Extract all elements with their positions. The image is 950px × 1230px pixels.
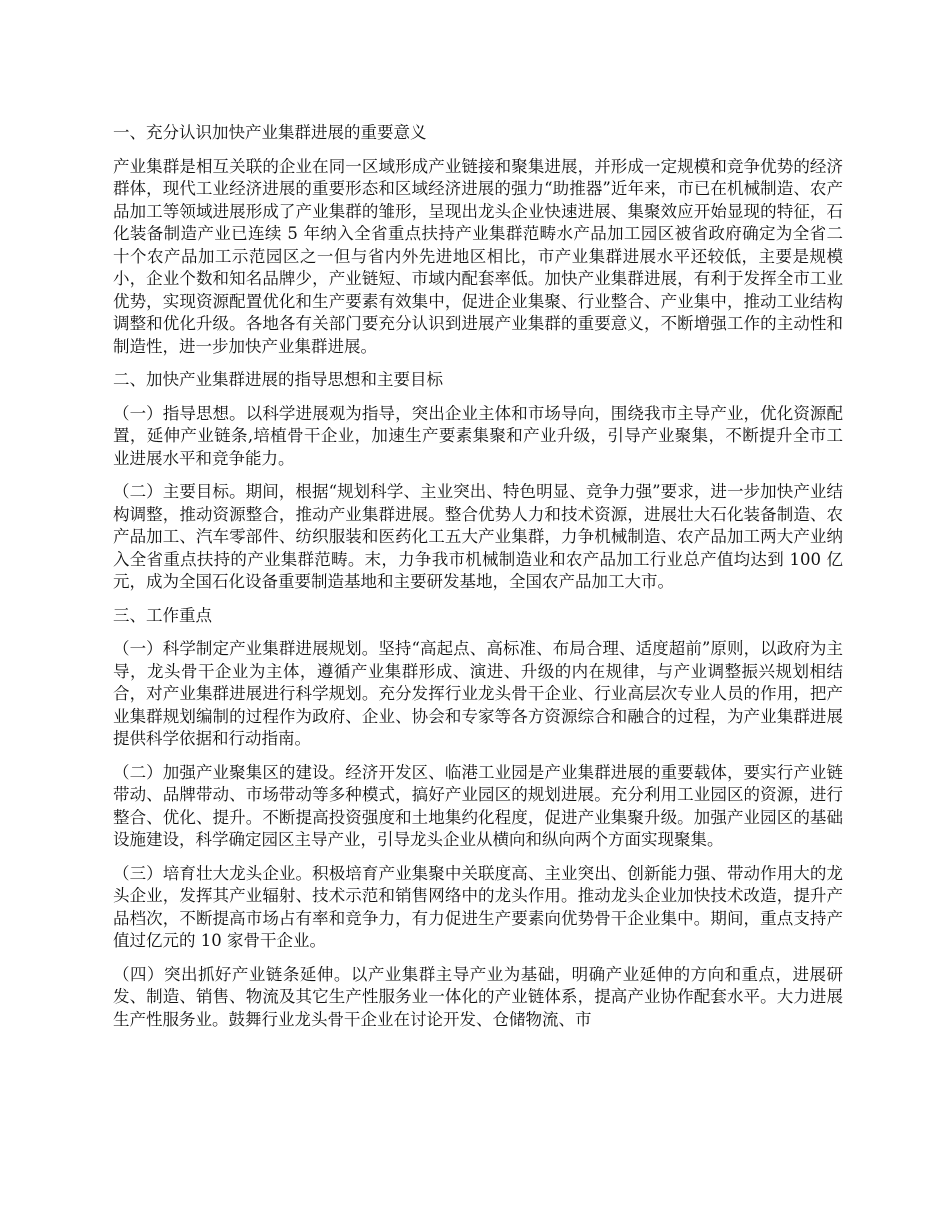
- paragraph-main-goals: （二）主要目标。期间，根据“规划科学、主业突出、特色明显、竞争力强”要求，进一步加快产业结构调整，推动资源整合，推动产业集群进展。整合优势人力和技术资源，进展壮大石化装备制造、农产品加工、汽车零部件、纺织服装和医药化工五大产业集群，力争机械制造、农产品加工两大产业纳入全省重点扶持的产业集群范畴。末，力争我市机械制造业和农产品加工行业总产值均达到 100 亿元，成为全国石化设备重要制造基地和主要研发基地，全国农产品加工大市。: [113, 482, 843, 591]
- paragraph-leading-enterprises: （三）培育壮大龙头企业。积极培育产业集聚中关联度高、主业突出、创新能力强、带动作用大的龙头企业，发挥其产业辐射、技术示范和销售网络中的龙头作用。推动龙头企业加快技术改造，提升产品档次，不断提高市场占有率和竞争力，有力促进生产要素向优势骨干企业集中。期间，重点支持产值过亿元的 10 家骨干企业。: [113, 863, 843, 950]
- paragraph-planning: （一）科学制定产业集群进展规划。坚持“高起点、高标准、布局合理、适度超前”原则，以政府为主导，龙头骨干企业为主体，遵循产业集群形成、演进、升级的内在规律，与产业调整振兴规划相结合，对产业集群进展进行科学规划。充分发挥行业龙头骨干企业、行业高层次专业人员的作用，把产业集群规划编制的过程作为政府、企业、协会和专家等各方资源综合和融合的过程，为产业集群进展提供科学依据和行动指南。: [113, 639, 843, 748]
- paragraph-cluster-zones: （二）加强产业聚集区的建设。经济开发区、临港工业园是产业集群进展的重要载体，要实行产业链带动、品牌带动、市场带动等多种模式，搞好产业园区的规划进展。充分利用工业园区的资源，进行整合、优化、提升。不断提高投资强度和土地集约化程度，促进产业集聚升级。加强产业园区的基础设施建设，科学确定园区主导产业，引导龙头企业从横向和纵向两个方面实现聚集。: [113, 762, 843, 849]
- paragraph-guiding-ideology: （一）指导思想。以科学进展观为指导，突出企业主体和市场导向，围绕我市主导产业，优化资源配置，延伸产业链条,培植骨干企业，加速生产要素集聚和产业升级，引导产业聚集，不断提升全市工业进展水平和竞争能力。: [113, 403, 843, 468]
- section-heading-1: 一、充分认识加快产业集群进展的重要意义: [113, 123, 427, 142]
- document-page: [113, 122, 843, 1042]
- paragraph-industry-chain: （四）突出抓好产业链条延伸。以产业集群主导产业为基础，明确产业延伸的方向和重点，进展研发、制造、销售、物流及其它生产性服务业一体化的产业链体系，提高产业协作配套水平。大力进展生产性服务业。鼓舞行业龙头骨干企业在讨论开发、仓储物流、市: [113, 964, 843, 1029]
- section-heading-3: 三、工作重点: [113, 605, 212, 625]
- paragraph-significance: 产业集群是相互关联的企业在同一区域形成产业链接和聚集进展，并形成一定规模和竞争优势的经济群体，现代工业经济进展的重要形态和区域经济进展的强力“助推器”近年来，市已在机械制造、农产品加工等领域进展形成了产业集群的雏形，呈现出龙头企业快速进展、集聚效应开始显现的特征，石化装备制造产业已连续 5 年纳入全省重点扶持产业集群范畴水产品加工园区被省政府确定为全省二十个农产品加工示范园区之一但与省内外先进地区相比，市产业集群进展水平还较低，主要是规模小，企业个数和知名品牌少，产业链短、市域内配套率低。加快产业集群进展，有利于发挥全市工业优势，实现资源配置优化和生产要素有效集中，促进企业集聚、行业整合、产业集中，推动工业结构调整和优化升级。各地各有关部门要充分认识到进展产业集群的重要意义，不断增强工作的主动性和制造性，进一步加快产业集群进展。: [113, 156, 843, 356]
- section-heading-2: 二、加快产业集群进展的指导思想和主要目标: [113, 370, 443, 389]
